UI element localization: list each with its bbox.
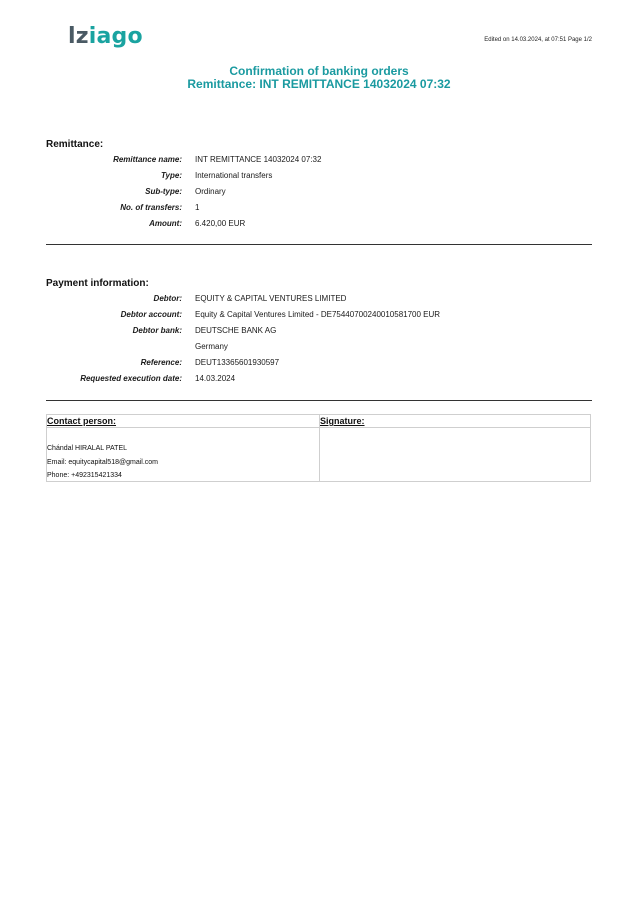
field-label: Reference: (140, 358, 182, 367)
remittance-row (0, 203, 638, 215)
document-subtitle: Remittance: INT REMITTANCE 14032024 07:32 (187, 77, 451, 91)
field-label: Type: (160, 171, 182, 180)
contact-phone: Phone: +492315421334 (47, 472, 122, 479)
section-divider (46, 244, 592, 245)
payment-row (0, 342, 638, 354)
field-value: Germany (195, 342, 228, 351)
field-value: EQUITY & CAPITAL VENTURES LIMITED (195, 294, 347, 303)
remittance-row (0, 155, 638, 167)
section-divider (46, 400, 592, 401)
contact-email: Email: equitycapital518@gmail.com (47, 459, 158, 466)
field-label: Requested execution date: (80, 374, 182, 383)
field-value: 14.03.2024 (195, 374, 236, 383)
field-label: Debtor: (153, 294, 182, 303)
edited-info: Edited on 14.03.2024, at 07:51 Page 1/2 (484, 37, 592, 43)
field-value: DEUT13365601930597 (195, 358, 280, 367)
field-label: Amount: (149, 219, 182, 228)
company-logo (68, 24, 143, 49)
contact-name: Chándal HIRALAL PATEL (47, 445, 128, 452)
payment-row (0, 326, 638, 338)
document-title: Confirmation of banking orders (229, 64, 409, 78)
field-label: Sub-type: (145, 187, 182, 196)
box-separator (319, 427, 590, 428)
field-value: DEUTSCHE BANK AG (195, 326, 277, 335)
field-label: No. of transfers: (120, 203, 182, 212)
contact-person-heading: Contact person: (47, 416, 117, 426)
field-value: INT REMITTANCE 14032024 07:32 (195, 155, 322, 164)
box-separator (47, 427, 319, 428)
field-value: International transfers (195, 171, 273, 180)
field-value: Equity & Capital Ventures Limited - DE75440700240010581700 EUR (195, 310, 441, 319)
field-value: Ordinary (195, 187, 226, 196)
logo-text-part-1: lz (68, 24, 89, 49)
field-label: Debtor bank: (132, 326, 182, 335)
field-label: Remittance name: (113, 155, 182, 164)
payment-heading: Payment information: (46, 278, 149, 289)
field-value: 6.420,00 EUR (195, 219, 246, 228)
remittance-heading: Remittance: (46, 139, 104, 150)
remittance-row (0, 171, 638, 183)
signature-heading: Signature: (320, 416, 365, 426)
remittance-row (0, 187, 638, 199)
payment-row (0, 374, 638, 386)
payment-row (0, 310, 638, 322)
contact-signature-box (46, 414, 591, 482)
field-label: Debtor account: (120, 310, 182, 319)
remittance-row (0, 219, 638, 231)
logo-text-part-2: iago (88, 24, 143, 49)
payment-row (0, 294, 638, 306)
payment-row (0, 358, 638, 370)
field-value: 1 (195, 203, 200, 212)
